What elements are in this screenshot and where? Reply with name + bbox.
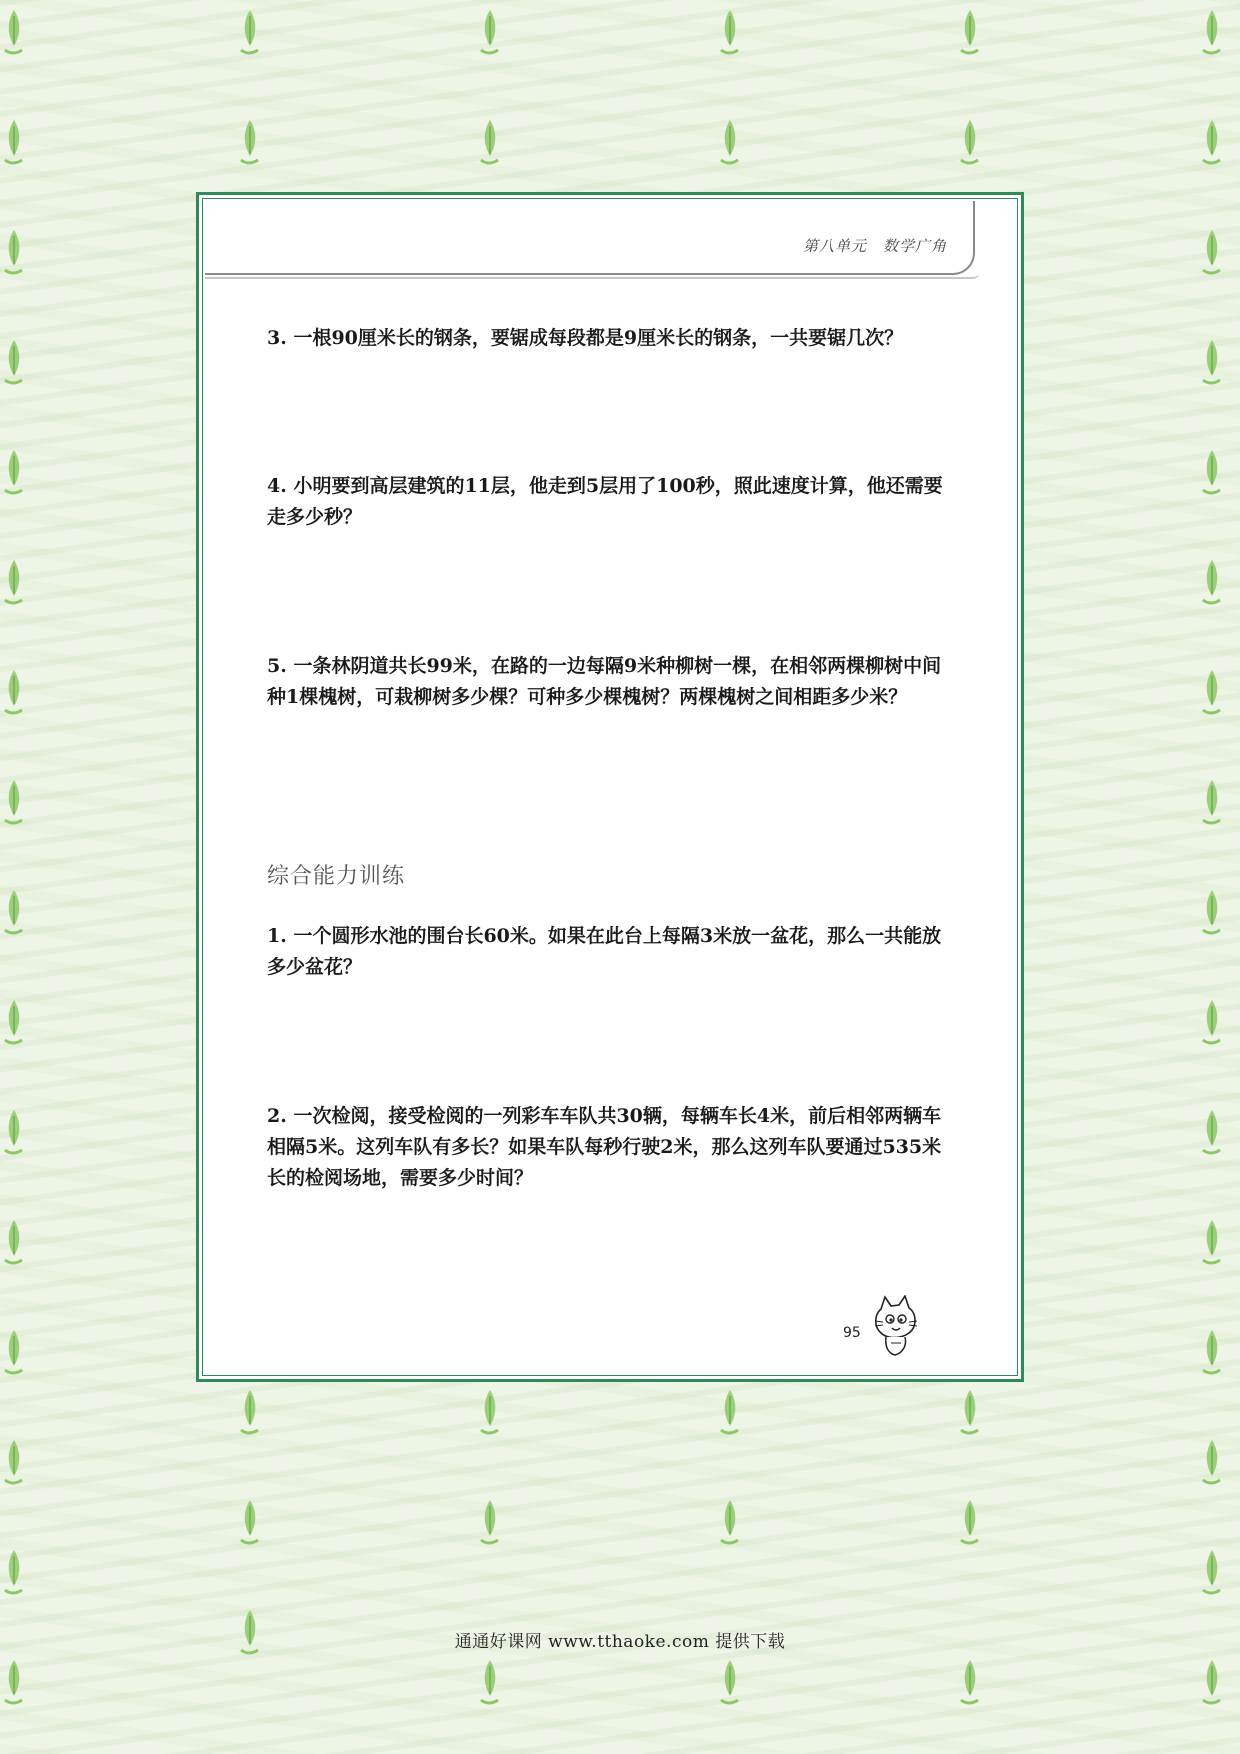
problem-4: 4. 小明要到高层建筑的11层，他走到5层用了100秒，照此速度计算，他还需要走多少秒？ [267, 475, 943, 528]
problem-5: 5. 一条林阴道共长99米，在路的一边每隔9米种柳树一棵，在相邻两棵柳树中间种1棵槐树，可栽柳树多少棵？可种多少棵槐树？两棵槐树之间相距多少米？ [267, 655, 942, 708]
textbook-page [196, 192, 1024, 1382]
leaf-pattern-icon [1200, 0, 1224, 1754]
section-title: 综合能力训练 [267, 864, 406, 889]
page-header-bar [205, 201, 975, 275]
training-problem-1: 1. 一个圆形水池的围台长60米。如果在此台上每隔3米放一盆花，那么一共能放多少盆花？ [267, 925, 942, 978]
leaf-border-right [1200, 0, 1224, 1754]
cat-mascot-icon [871, 1295, 921, 1357]
page-number: 95 [843, 1325, 861, 1341]
training-problem-2: 2. 一次检阅，接受检阅的一列彩车车队共30辆，每辆车长4米，前后相邻两辆车相隔5米。这列车队有多长？如果车队每秒行驶2米，那么这列车队要通过535米长的检阅场地，需要多少时间？ [267, 1105, 942, 1189]
problem-3: 3. 一根90厘米长的钢条，要锯成每段都是9厘米长的钢条，一共要锯几次？ [267, 327, 904, 349]
running-head: 第八单元 数学广角 [802, 237, 947, 255]
footer-credit: 通通好课网 www.tthaoke.com 提供下载 [454, 1632, 786, 1652]
leaf-pattern-icon [2, 0, 26, 1754]
leaf-border-left [2, 0, 26, 1754]
